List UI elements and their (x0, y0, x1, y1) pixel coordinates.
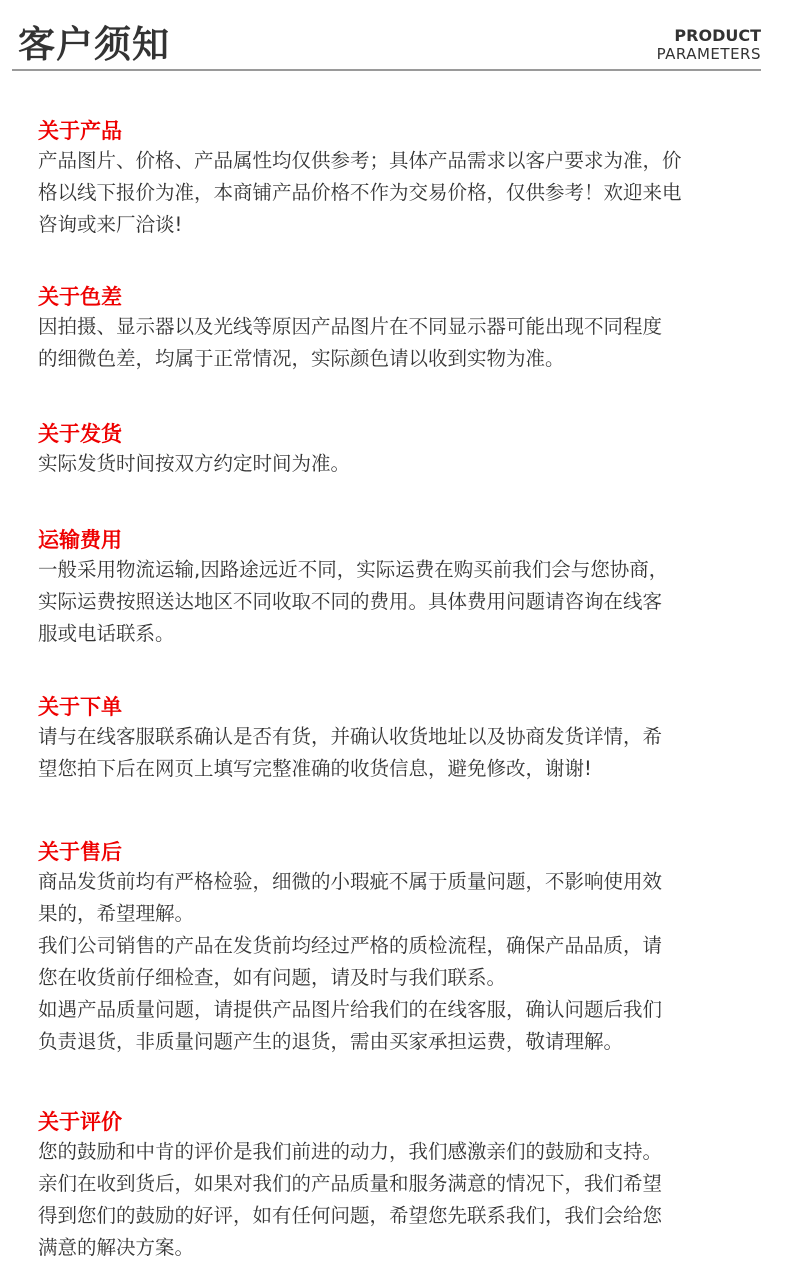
section-text-line: 负责退货，非质量问题产生的退货，需由买家承担运费，敬请理解。 (38, 1030, 624, 1053)
section-text-line: 如遇产品质量问题，请提供产品图片给我们的在线客服，确认问题后我们 (38, 998, 663, 1021)
notice-section (38, 526, 768, 650)
section-text-line: 咨询或来厂洽谈! (38, 213, 183, 236)
section-text-line: 实际运费按照送达地区不同收取不同的费用。具体费用问题请咨询在线客 (38, 590, 663, 613)
page-title: 客户须知 (18, 23, 170, 66)
notice-section (38, 693, 768, 785)
notice-section (38, 838, 768, 1058)
section-heading: 关于发货 (38, 422, 122, 446)
section-text-line: 实际发货时间按双方约定时间为准。 (38, 452, 351, 475)
notice-section (38, 117, 768, 241)
parameters-label: PARAMETERS (656, 45, 761, 63)
notice-section (38, 283, 768, 375)
section-text-line: 满意的解决方案。 (38, 1236, 195, 1259)
section-heading: 关于下单 (38, 695, 122, 719)
section-heading: 关于售后 (38, 840, 122, 864)
header-divider (12, 69, 761, 71)
section-text-line: 请与在线客服联系确认是否有货，并确认收货地址以及协商发货详情，希 (38, 725, 663, 748)
section-text-line: 格以线下报价为准，本商铺产品价格不作为交易价格，仅供参考！欢迎来电 (38, 181, 682, 204)
section-heading: 关于色差 (38, 285, 122, 309)
section-text-line: 一般采用物流运输,因路途远近不同，实际运费在购买前我们会与您协商， (38, 558, 669, 581)
section-text-line: 因拍摄、显示器以及光线等原因产品图片在不同显示器可能出现不同程度 (38, 315, 663, 338)
section-text-line: 亲们在收到货后，如果对我们的产品质量和服务满意的情况下，我们希望 (38, 1172, 663, 1195)
section-text-line: 我们公司销售的产品在发货前均经过严格的质检流程，确保产品品质，请 (38, 934, 663, 957)
section-text-line: 果的，希望理解。 (38, 902, 195, 925)
section-text-line: 您的鼓励和中肯的评价是我们前进的动力，我们感激亲们的鼓励和支持。 (38, 1140, 663, 1163)
section-heading: 运输费用 (38, 528, 122, 552)
section-text-line: 望您拍下后在网页上填写完整准确的收货信息，避免修改，谢谢! (38, 757, 592, 780)
section-text-line: 产品图片、价格、产品属性均仅供参考；具体产品需求以客户要求为准，价 (38, 149, 682, 172)
product-label: PRODUCT (674, 26, 761, 45)
section-text-line: 的细微色差，均属于正常情况，实际颜色请以收到实物为准。 (38, 347, 565, 370)
notice-section (38, 420, 768, 480)
section-heading: 关于产品 (38, 119, 122, 143)
section-heading: 关于评价 (38, 1110, 122, 1134)
section-text-line: 您在收货前仔细检查，如有问题，请及时与我们联系。 (38, 966, 507, 989)
product-parameters-label (657, 26, 761, 64)
section-text-line: 商品发货前均有严格检验，细微的小瑕疵不属于质量问题，不影响使用效 (38, 870, 663, 893)
section-text-line: 服或电话联系。 (38, 622, 175, 645)
section-text-line: 得到您们的鼓励的好评，如有任何问题，希望您先联系我们，我们会给您 (38, 1204, 663, 1227)
notice-section (38, 1108, 768, 1264)
